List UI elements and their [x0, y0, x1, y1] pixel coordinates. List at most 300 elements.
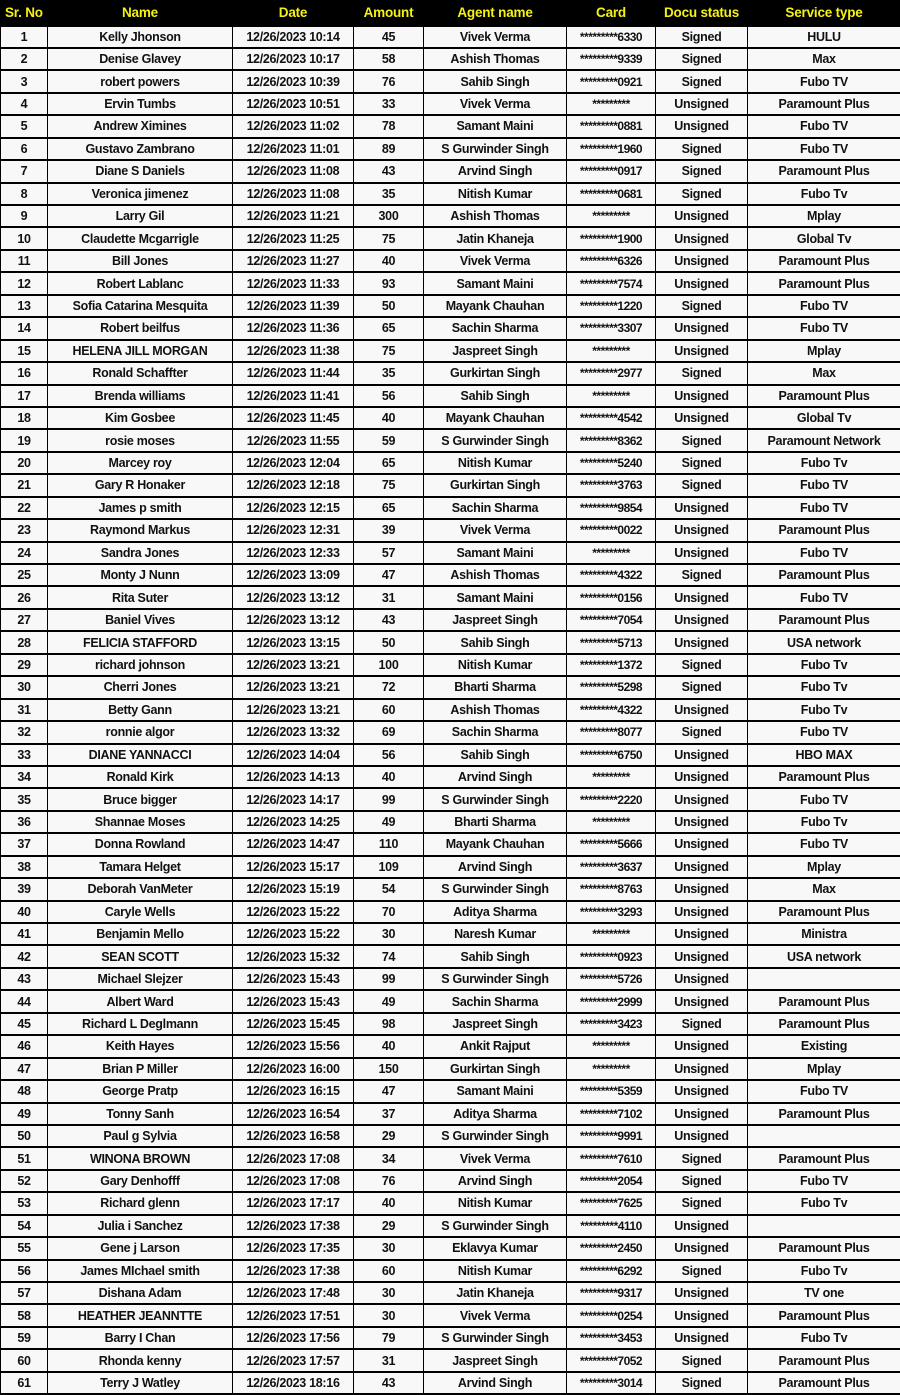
- cell-docu: Signed: [656, 70, 748, 92]
- cell-sr: 13: [1, 295, 48, 317]
- cell-amount: 43: [354, 160, 424, 182]
- cell-amount: 30: [354, 1282, 424, 1304]
- cell-agent: Mayank Chauhan: [424, 833, 567, 855]
- cell-sr: 11: [1, 250, 48, 272]
- cell-service: Paramount Plus: [748, 160, 900, 182]
- table-row: [1, 183, 900, 205]
- cell-name: Kim Gosbee: [48, 407, 233, 429]
- cell-docu: Signed: [656, 429, 748, 451]
- table-row: [1, 811, 900, 833]
- cell-service: Paramount Plus: [748, 1103, 900, 1125]
- cell-docu: Signed: [656, 295, 748, 317]
- table-row: [1, 227, 900, 249]
- table-row: [1, 1170, 900, 1192]
- table-row: [1, 699, 900, 721]
- cell-card: *********0881: [567, 115, 656, 137]
- cell-agent: Sahib Singh: [424, 744, 567, 766]
- cell-card: *********5726: [567, 968, 656, 990]
- cell-docu: Unsigned: [656, 744, 748, 766]
- cell-card: *********4110: [567, 1215, 656, 1237]
- cell-amount: 100: [354, 654, 424, 676]
- cell-sr: 37: [1, 833, 48, 855]
- cell-agent: Jatin Khaneja: [424, 1282, 567, 1304]
- cell-service: Fubo Tv: [748, 1327, 900, 1349]
- cell-name: Denise Glavey: [48, 48, 233, 70]
- cell-card: *********6750: [567, 744, 656, 766]
- cell-service: Paramount Plus: [748, 250, 900, 272]
- table-row: [1, 160, 900, 182]
- cell-service: Paramount Plus: [748, 1349, 900, 1371]
- table-row: [1, 1327, 900, 1349]
- table-row: [1, 1147, 900, 1169]
- cell-amount: 47: [354, 564, 424, 586]
- cell-name: Gary Denhofff: [48, 1170, 233, 1192]
- cell-card: *********: [567, 1058, 656, 1080]
- table-row: [1, 1260, 900, 1282]
- cell-name: Brian P Miller: [48, 1058, 233, 1080]
- cell-date: 12/26/2023 11:21: [233, 205, 354, 227]
- cell-docu: Signed: [656, 138, 748, 160]
- cell-sr: 30: [1, 676, 48, 698]
- cell-card: *********1900: [567, 227, 656, 249]
- cell-agent: Jaspreet Singh: [424, 340, 567, 362]
- cell-agent: Eklavya Kumar: [424, 1237, 567, 1259]
- cell-sr: 15: [1, 340, 48, 362]
- cell-card: *********0156: [567, 586, 656, 608]
- cell-amount: 72: [354, 676, 424, 698]
- cell-card: *********: [567, 340, 656, 362]
- cell-amount: 40: [354, 250, 424, 272]
- cell-sr: 5: [1, 115, 48, 137]
- cell-card: *********7102: [567, 1103, 656, 1125]
- cell-name: Rhonda kenny: [48, 1349, 233, 1371]
- cell-card: *********4542: [567, 407, 656, 429]
- cell-card: *********2450: [567, 1237, 656, 1259]
- cell-agent: Mayank Chauhan: [424, 295, 567, 317]
- cell-docu: Unsigned: [656, 272, 748, 294]
- table-header: [1, 1, 900, 26]
- cell-name: WINONA BROWN: [48, 1147, 233, 1169]
- table-row: [1, 1349, 900, 1371]
- cell-service: Paramount Plus: [748, 766, 900, 788]
- cell-agent: Nitish Kumar: [424, 183, 567, 205]
- cell-amount: 150: [354, 1058, 424, 1080]
- cell-service: [748, 1215, 900, 1237]
- cell-docu: Signed: [656, 1147, 748, 1169]
- table-row: [1, 923, 900, 945]
- cell-date: 12/26/2023 11:01: [233, 138, 354, 160]
- cell-date: 12/26/2023 11:45: [233, 407, 354, 429]
- cell-date: 12/26/2023 16:54: [233, 1103, 354, 1125]
- cell-sr: 10: [1, 227, 48, 249]
- cell-sr: 2: [1, 48, 48, 70]
- cell-amount: 65: [354, 317, 424, 339]
- cell-agent: Vivek Verma: [424, 250, 567, 272]
- cell-service: Max: [748, 362, 900, 384]
- table-row: [1, 901, 900, 923]
- table-row: [1, 295, 900, 317]
- cell-agent: Sachin Sharma: [424, 497, 567, 519]
- cell-name: Albert Ward: [48, 990, 233, 1012]
- cell-date: 12/26/2023 15:32: [233, 945, 354, 967]
- cell-docu: Signed: [656, 362, 748, 384]
- cell-agent: Vivek Verma: [424, 1147, 567, 1169]
- table-row: [1, 1192, 900, 1214]
- cell-docu: Signed: [656, 654, 748, 676]
- cell-name: Terry J Watley: [48, 1372, 233, 1394]
- cell-card: *********: [567, 542, 656, 564]
- table-row: [1, 609, 900, 631]
- cell-docu: Signed: [656, 1372, 748, 1394]
- cell-amount: 56: [354, 385, 424, 407]
- table-row: [1, 1215, 900, 1237]
- cell-date: 12/26/2023 10:14: [233, 26, 354, 48]
- cell-name: robert powers: [48, 70, 233, 92]
- cell-amount: 78: [354, 115, 424, 137]
- cell-amount: 65: [354, 452, 424, 474]
- cell-service: Paramount Plus: [748, 1147, 900, 1169]
- header-amount: Amount: [354, 1, 424, 26]
- table-row: [1, 474, 900, 496]
- cell-card: *********5666: [567, 833, 656, 855]
- header-date: Date: [233, 1, 354, 26]
- cell-service: Fubo TV: [748, 295, 900, 317]
- cell-agent: Samant Maini: [424, 115, 567, 137]
- cell-amount: 31: [354, 1349, 424, 1371]
- table-row: [1, 48, 900, 70]
- table-row: [1, 26, 900, 48]
- cell-card: *********: [567, 766, 656, 788]
- table-row: [1, 340, 900, 362]
- cell-docu: Signed: [656, 1013, 748, 1035]
- table-row: [1, 1080, 900, 1102]
- cell-amount: 75: [354, 474, 424, 496]
- cell-service: Paramount Plus: [748, 272, 900, 294]
- table-row: [1, 497, 900, 519]
- cell-name: Cherri Jones: [48, 676, 233, 698]
- cell-docu: Unsigned: [656, 385, 748, 407]
- cell-date: 12/26/2023 15:19: [233, 878, 354, 900]
- cell-date: 12/26/2023 10:51: [233, 93, 354, 115]
- cell-service: Fubo TV: [748, 317, 900, 339]
- cell-service: Global Tv: [748, 227, 900, 249]
- cell-service: Fubo TV: [748, 138, 900, 160]
- cell-docu: Unsigned: [656, 1304, 748, 1326]
- cell-sr: 21: [1, 474, 48, 496]
- cell-sr: 60: [1, 1349, 48, 1371]
- cell-amount: 43: [354, 609, 424, 631]
- cell-agent: Bharti Sharma: [424, 811, 567, 833]
- cell-card: *********0681: [567, 183, 656, 205]
- cell-docu: Signed: [656, 1192, 748, 1214]
- cell-card: *********8077: [567, 721, 656, 743]
- cell-amount: 99: [354, 788, 424, 810]
- cell-service: Fubo TV: [748, 788, 900, 810]
- cell-amount: 110: [354, 833, 424, 855]
- cell-agent: Arvind Singh: [424, 1170, 567, 1192]
- cell-date: 12/26/2023 12:33: [233, 542, 354, 564]
- cell-agent: Samant Maini: [424, 1080, 567, 1102]
- cell-name: James p smith: [48, 497, 233, 519]
- cell-name: Monty J Nunn: [48, 564, 233, 586]
- cell-agent: Naresh Kumar: [424, 923, 567, 945]
- cell-date: 12/26/2023 14:25: [233, 811, 354, 833]
- table-row: [1, 362, 900, 384]
- cell-docu: Unsigned: [656, 631, 748, 653]
- cell-name: Donna Rowland: [48, 833, 233, 855]
- cell-card: *********3293: [567, 901, 656, 923]
- cell-service: Paramount Plus: [748, 93, 900, 115]
- cell-service: Fubo TV: [748, 1080, 900, 1102]
- cell-docu: Unsigned: [656, 586, 748, 608]
- cell-date: 12/26/2023 10:17: [233, 48, 354, 70]
- cell-agent: Arvind Singh: [424, 856, 567, 878]
- cell-service: Paramount Plus: [748, 1304, 900, 1326]
- cell-date: 12/26/2023 11:33: [233, 272, 354, 294]
- cell-date: 12/26/2023 17:38: [233, 1260, 354, 1282]
- cell-agent: Samant Maini: [424, 586, 567, 608]
- cell-agent: S Gurwinder Singh: [424, 968, 567, 990]
- cell-agent: Arvind Singh: [424, 160, 567, 182]
- cell-card: *********5298: [567, 676, 656, 698]
- table-row: [1, 317, 900, 339]
- cell-agent: Samant Maini: [424, 272, 567, 294]
- cell-docu: Unsigned: [656, 407, 748, 429]
- header-name: Name: [48, 1, 233, 26]
- cell-service: Fubo TV: [748, 115, 900, 137]
- cell-docu: Signed: [656, 676, 748, 698]
- cell-sr: 49: [1, 1103, 48, 1125]
- cell-amount: 70: [354, 901, 424, 923]
- table-row: [1, 542, 900, 564]
- cell-amount: 34: [354, 1147, 424, 1169]
- cell-sr: 59: [1, 1327, 48, 1349]
- cell-agent: Vivek Verma: [424, 93, 567, 115]
- cell-date: 12/26/2023 14:04: [233, 744, 354, 766]
- cell-sr: 27: [1, 609, 48, 631]
- table-row: [1, 385, 900, 407]
- cell-service: Mplay: [748, 340, 900, 362]
- cell-card: *********5713: [567, 631, 656, 653]
- cell-amount: 29: [354, 1125, 424, 1147]
- cell-docu: Unsigned: [656, 1282, 748, 1304]
- cell-date: 12/26/2023 15:43: [233, 990, 354, 1012]
- cell-agent: Sachin Sharma: [424, 990, 567, 1012]
- cell-name: Robert Lablanc: [48, 272, 233, 294]
- cell-docu: Unsigned: [656, 115, 748, 137]
- cell-amount: 50: [354, 295, 424, 317]
- table-row: [1, 676, 900, 698]
- cell-amount: 40: [354, 1192, 424, 1214]
- cell-date: 12/26/2023 17:38: [233, 1215, 354, 1237]
- cell-card: *********4322: [567, 564, 656, 586]
- header-sr-no: Sr. No: [1, 1, 48, 26]
- cell-service: Fubo Tv: [748, 654, 900, 676]
- cell-service: Mplay: [748, 1058, 900, 1080]
- cell-card: *********3423: [567, 1013, 656, 1035]
- cell-sr: 23: [1, 519, 48, 541]
- cell-date: 12/26/2023 11:41: [233, 385, 354, 407]
- cell-service: HULU: [748, 26, 900, 48]
- cell-name: DIANE YANNACCI: [48, 744, 233, 766]
- cell-sr: 40: [1, 901, 48, 923]
- cell-docu: Unsigned: [656, 1103, 748, 1125]
- cell-sr: 35: [1, 788, 48, 810]
- cell-amount: 31: [354, 586, 424, 608]
- cell-date: 12/26/2023 17:51: [233, 1304, 354, 1326]
- cell-date: 12/26/2023 16:00: [233, 1058, 354, 1080]
- cell-docu: Unsigned: [656, 1125, 748, 1147]
- cell-card: *********3763: [567, 474, 656, 496]
- cell-name: richard johnson: [48, 654, 233, 676]
- table-row: [1, 990, 900, 1012]
- cell-card: *********8362: [567, 429, 656, 451]
- cell-date: 12/26/2023 17:08: [233, 1147, 354, 1169]
- cell-agent: Ashish Thomas: [424, 564, 567, 586]
- cell-name: Michael Slejzer: [48, 968, 233, 990]
- cell-sr: 16: [1, 362, 48, 384]
- cell-card: *********1220: [567, 295, 656, 317]
- cell-name: Brenda williams: [48, 385, 233, 407]
- cell-name: Bruce bigger: [48, 788, 233, 810]
- cell-name: Claudette Mcgarrigle: [48, 227, 233, 249]
- cell-name: James MIchael smith: [48, 1260, 233, 1282]
- cell-date: 12/26/2023 11:02: [233, 115, 354, 137]
- table-row: [1, 833, 900, 855]
- cell-date: 12/26/2023 11:44: [233, 362, 354, 384]
- table-row: [1, 968, 900, 990]
- cell-date: 12/26/2023 11:55: [233, 429, 354, 451]
- cell-service: Global Tv: [748, 407, 900, 429]
- cell-name: Richard L Deglmann: [48, 1013, 233, 1035]
- cell-sr: 25: [1, 564, 48, 586]
- cell-card: *********4322: [567, 699, 656, 721]
- cell-card: *********: [567, 811, 656, 833]
- cell-sr: 6: [1, 138, 48, 160]
- cell-service: Fubo TV: [748, 721, 900, 743]
- cell-agent: Aditya Sharma: [424, 901, 567, 923]
- cell-date: 12/26/2023 13:32: [233, 721, 354, 743]
- cell-name: Sandra Jones: [48, 542, 233, 564]
- cell-name: ronnie algor: [48, 721, 233, 743]
- cell-sr: 9: [1, 205, 48, 227]
- cell-amount: 76: [354, 70, 424, 92]
- cell-agent: Vivek Verma: [424, 1304, 567, 1326]
- cell-name: Andrew Ximines: [48, 115, 233, 137]
- cell-amount: 43: [354, 1372, 424, 1394]
- cell-date: 12/26/2023 11:08: [233, 183, 354, 205]
- cell-amount: 300: [354, 205, 424, 227]
- cell-service: Max: [748, 48, 900, 70]
- cell-name: Larry Gil: [48, 205, 233, 227]
- cell-amount: 98: [354, 1013, 424, 1035]
- cell-docu: Signed: [656, 26, 748, 48]
- cell-card: *********6330: [567, 26, 656, 48]
- cell-sr: 17: [1, 385, 48, 407]
- cell-docu: Unsigned: [656, 901, 748, 923]
- cell-docu: Unsigned: [656, 542, 748, 564]
- cell-amount: 79: [354, 1327, 424, 1349]
- cell-card: *********2999: [567, 990, 656, 1012]
- table-row: [1, 138, 900, 160]
- cell-docu: Unsigned: [656, 1237, 748, 1259]
- cell-service: Fubo Tv: [748, 811, 900, 833]
- cell-amount: 49: [354, 811, 424, 833]
- cell-agent: Nitish Kumar: [424, 654, 567, 676]
- cell-sr: 26: [1, 586, 48, 608]
- cell-card: *********: [567, 93, 656, 115]
- cell-service: USA network: [748, 631, 900, 653]
- cell-card: *********7054: [567, 609, 656, 631]
- cell-card: *********2054: [567, 1170, 656, 1192]
- cell-name: Gustavo Zambrano: [48, 138, 233, 160]
- cell-docu: Unsigned: [656, 340, 748, 362]
- cell-agent: Sachin Sharma: [424, 721, 567, 743]
- cell-amount: 60: [354, 1260, 424, 1282]
- table-row: [1, 1058, 900, 1080]
- table-row: [1, 1035, 900, 1057]
- cell-amount: 57: [354, 542, 424, 564]
- cell-card: *********9854: [567, 497, 656, 519]
- cell-docu: Signed: [656, 452, 748, 474]
- cell-docu: Unsigned: [656, 788, 748, 810]
- cell-agent: Jatin Khaneja: [424, 227, 567, 249]
- table-body: [1, 26, 900, 1395]
- cell-amount: 47: [354, 1080, 424, 1102]
- cell-service: Max: [748, 878, 900, 900]
- cell-sr: 33: [1, 744, 48, 766]
- cell-amount: 29: [354, 1215, 424, 1237]
- cell-name: Betty Gann: [48, 699, 233, 721]
- cell-sr: 46: [1, 1035, 48, 1057]
- cell-service: HBO MAX: [748, 744, 900, 766]
- cell-agent: Sachin Sharma: [424, 317, 567, 339]
- cell-date: 12/26/2023 16:15: [233, 1080, 354, 1102]
- cell-agent: Gurkirtan Singh: [424, 1058, 567, 1080]
- cell-sr: 34: [1, 766, 48, 788]
- cell-service: Fubo Tv: [748, 1260, 900, 1282]
- table-row: [1, 788, 900, 810]
- cell-card: *********6326: [567, 250, 656, 272]
- cell-date: 12/26/2023 15:45: [233, 1013, 354, 1035]
- cell-name: Benjamin Mello: [48, 923, 233, 945]
- cell-sr: 19: [1, 429, 48, 451]
- cell-date: 12/26/2023 11:08: [233, 160, 354, 182]
- table-row: [1, 250, 900, 272]
- cell-sr: 3: [1, 70, 48, 92]
- cell-card: *********9991: [567, 1125, 656, 1147]
- cell-date: 12/26/2023 15:56: [233, 1035, 354, 1057]
- cell-date: 12/26/2023 17:48: [233, 1282, 354, 1304]
- cell-sr: 22: [1, 497, 48, 519]
- cell-agent: S Gurwinder Singh: [424, 788, 567, 810]
- cell-sr: 32: [1, 721, 48, 743]
- cell-card: *********0254: [567, 1304, 656, 1326]
- cell-docu: Unsigned: [656, 609, 748, 631]
- cell-date: 12/26/2023 11:27: [233, 250, 354, 272]
- header-agent-name: Agent name: [424, 1, 567, 26]
- cell-amount: 74: [354, 945, 424, 967]
- cell-name: HELENA JILL MORGAN: [48, 340, 233, 362]
- cell-amount: 30: [354, 1237, 424, 1259]
- cell-date: 12/26/2023 14:17: [233, 788, 354, 810]
- cell-sr: 44: [1, 990, 48, 1012]
- cell-amount: 69: [354, 721, 424, 743]
- cell-docu: Unsigned: [656, 968, 748, 990]
- cell-sr: 48: [1, 1080, 48, 1102]
- cell-service: Fubo Tv: [748, 1192, 900, 1214]
- table-row: [1, 856, 900, 878]
